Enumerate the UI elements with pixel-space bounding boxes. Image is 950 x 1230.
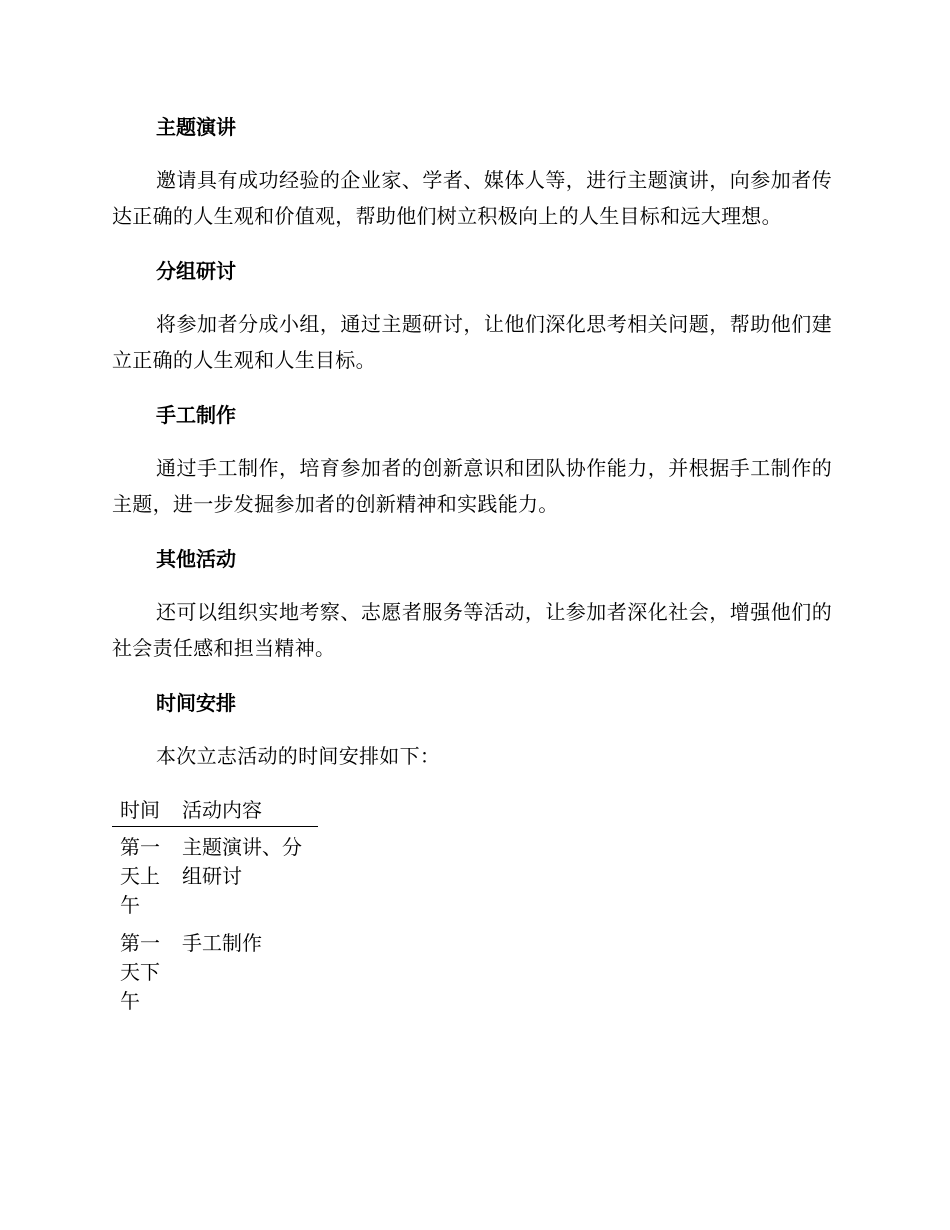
section-body-other-activities: 还可以组织实地考察、志愿者服务等活动，让参加者深化社会，增强他们的社会责任感和担当精神。: [112, 600, 832, 660]
schedule-cell-activity: 主题演讲、分组研讨: [182, 835, 302, 888]
section-heading-schedule: 时间安排: [156, 691, 236, 715]
document-page: [112, 108, 832, 1019]
schedule-header-activity: 活动内容: [174, 796, 318, 827]
section-body-group-discussion: 将参加者分成小组，通过主题研讨，让他们深化思考相关问题，帮助他们建立正确的人生观和人生目标。: [112, 312, 832, 372]
section-heading-keynote: 主题演讲: [156, 115, 236, 139]
section-heading-group-discussion: 分组研讨: [156, 259, 236, 283]
schedule-cell-activity: 手工制作: [182, 931, 262, 955]
schedule-header-row: [112, 796, 318, 827]
schedule-table: [112, 796, 318, 1019]
schedule-header-time: 时间: [112, 796, 174, 827]
schedule-cell-time: 第一天下午: [120, 931, 160, 1013]
section-heading-other-activities: 其他活动: [156, 547, 236, 571]
table-row: [112, 923, 318, 1019]
table-row: [112, 827, 318, 924]
section-body-schedule: 本次立志活动的时间安排如下：: [156, 744, 441, 768]
schedule-cell-time: 第一天上午: [120, 835, 160, 917]
section-body-handcraft: 通过手工制作，培育参加者的创新意识和团队协作能力，并根据手工制作的主题，进一步发掘参加者的创新精神和实践能力。: [112, 456, 832, 516]
section-body-keynote: 邀请具有成功经验的企业家、学者、媒体人等，进行主题演讲，向参加者传达正确的人生观和价值观，帮助他们树立积极向上的人生目标和远大理想。: [112, 168, 832, 228]
section-heading-handcraft: 手工制作: [156, 403, 236, 427]
